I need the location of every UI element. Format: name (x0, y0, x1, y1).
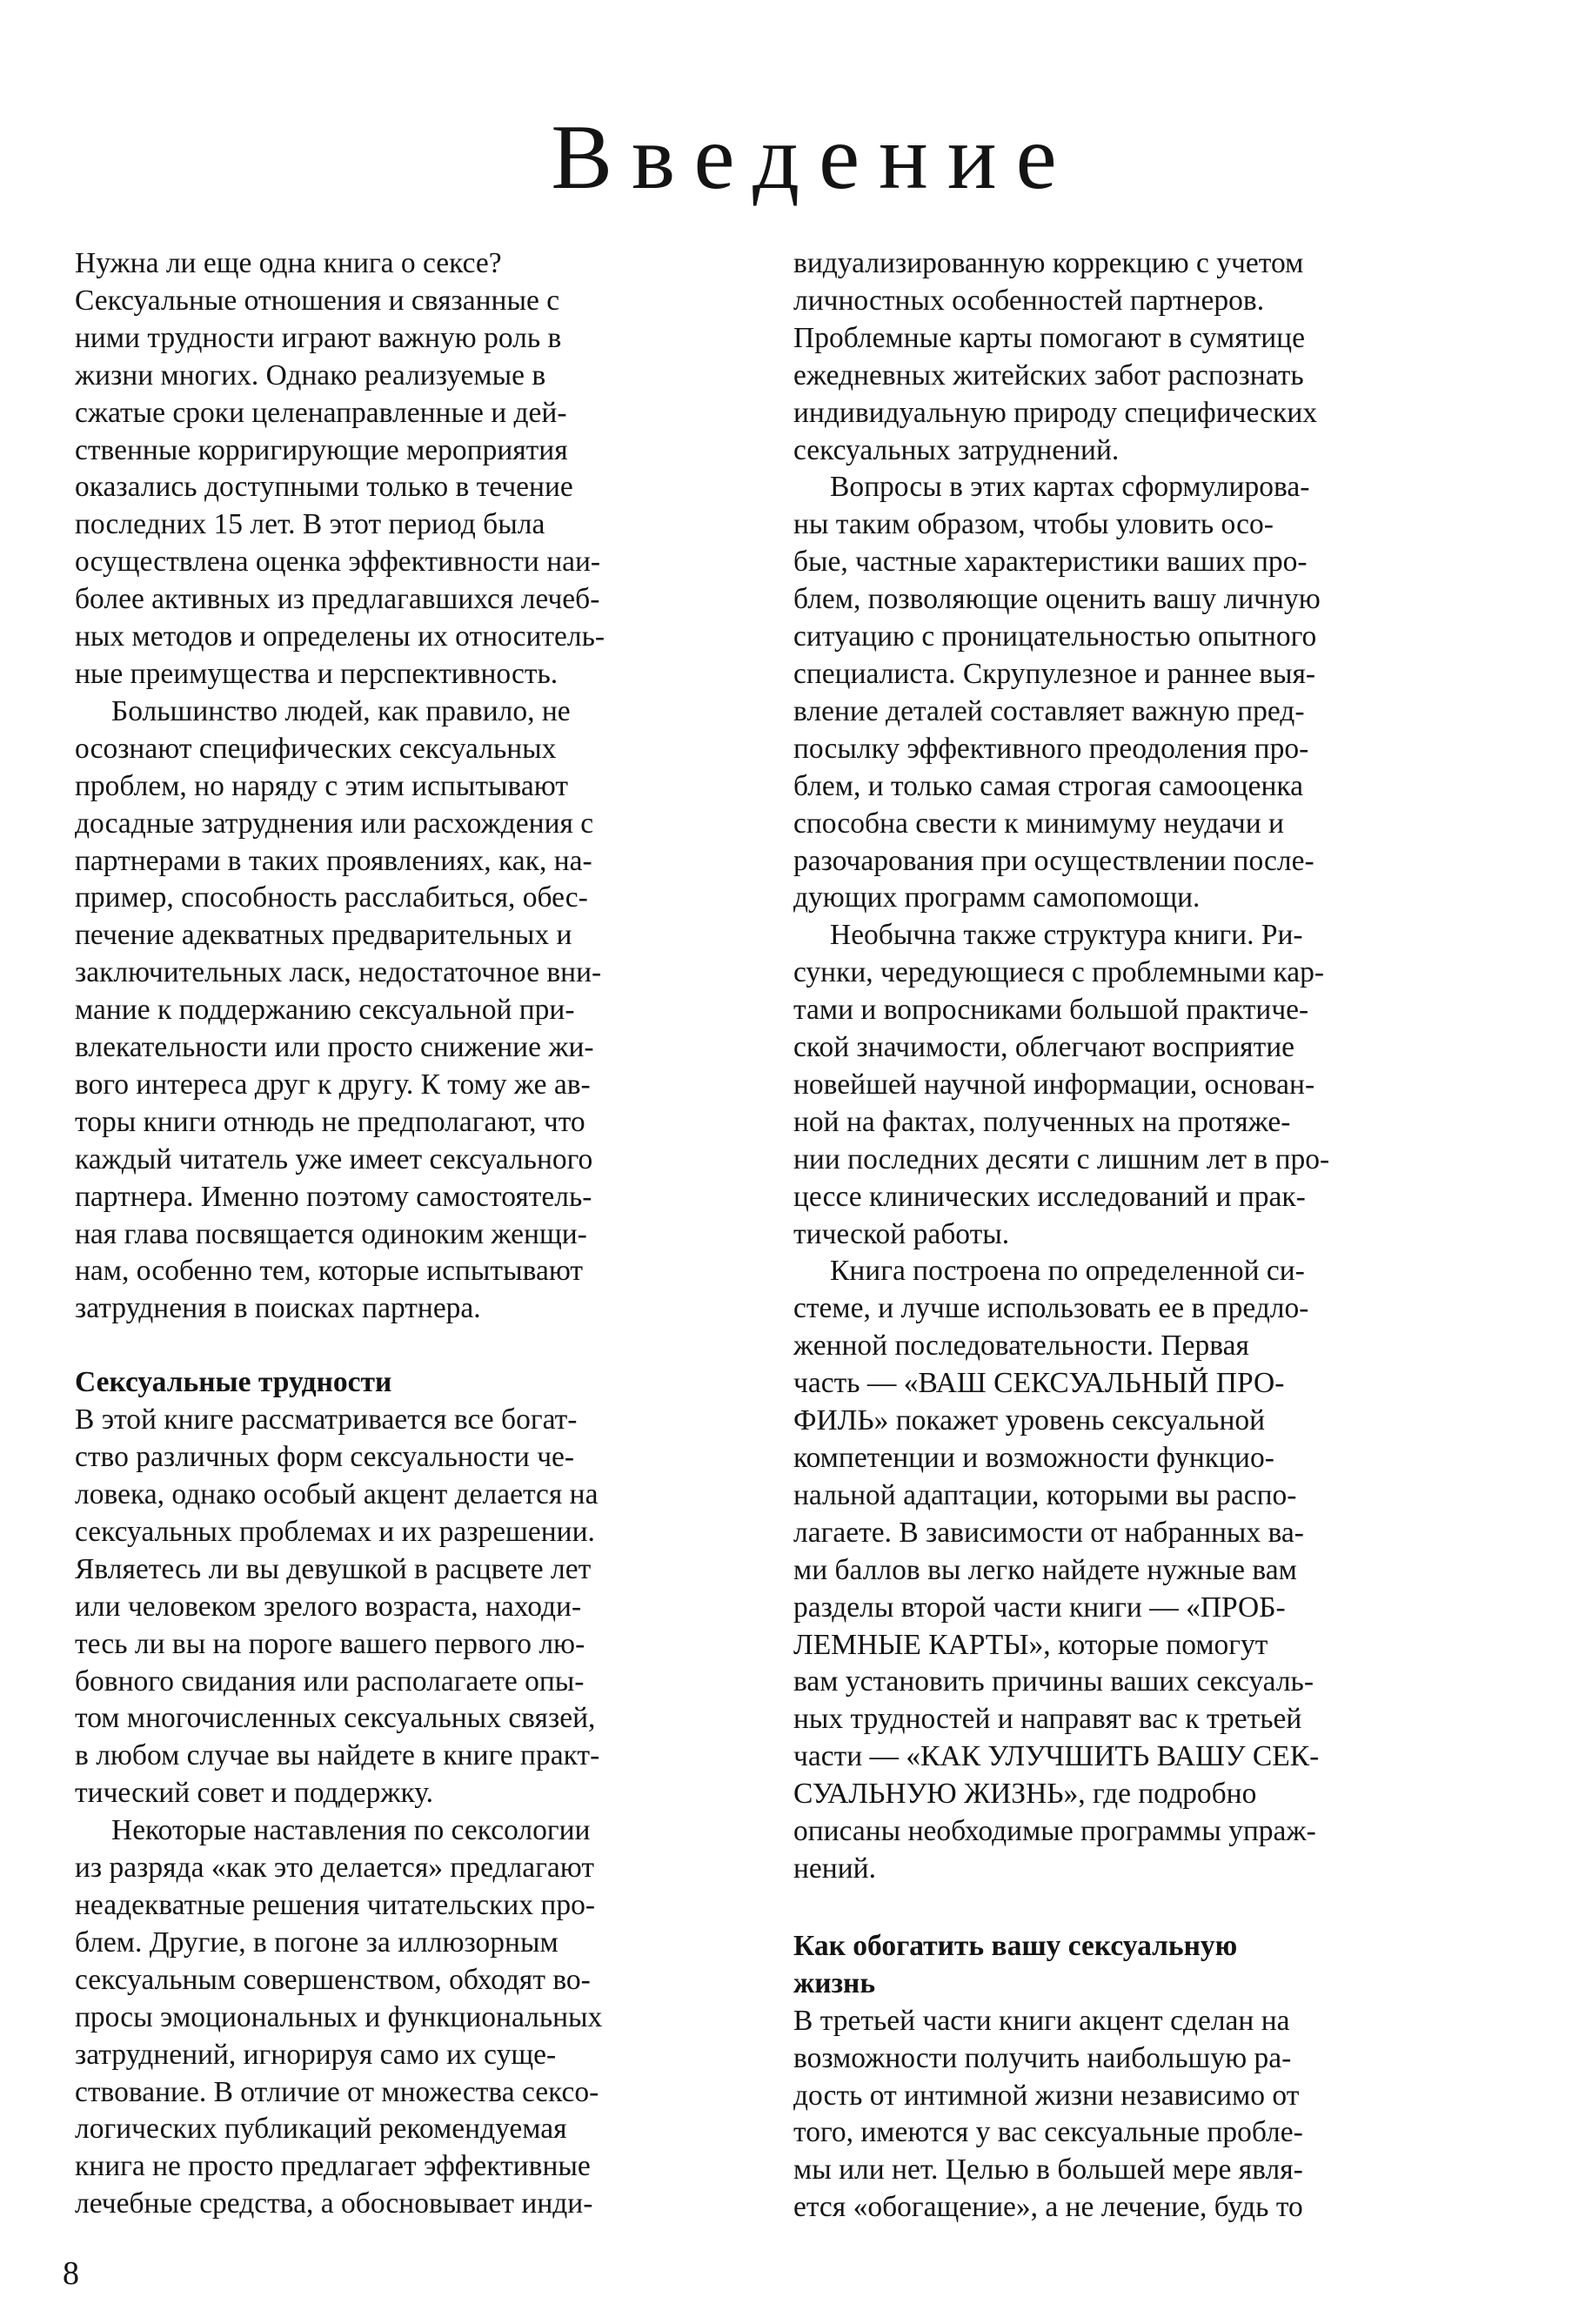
text-line: Необычна также структура книги. Ри- (830, 919, 1303, 952)
text-line: оказались доступными только в течение (75, 471, 573, 504)
text-line: дующих программ самопомощи. (793, 881, 1201, 914)
text-line: разделы второй части книги — «ПРОБ- (793, 1591, 1286, 1624)
paragraph (793, 1253, 1455, 1887)
text-line: цессе клинических исследований и прак- (793, 1180, 1306, 1213)
text-line: В третьей части книги акцент сделан на (793, 2004, 1290, 2037)
text-line: логических публикаций рекомендуемая (75, 2113, 567, 2146)
text-line: лагаете. В зависимости от набранных ва- (793, 1516, 1304, 1549)
text-line: ных методов и определены их относитель- (75, 620, 605, 653)
text-line: мание к поддержанию сексуальной при- (75, 994, 575, 1027)
text-line: Вопросы в этих картах сформулирова- (830, 471, 1310, 504)
text-line: или человеком зрелого возраста, находи- (75, 1590, 582, 1623)
text-line: нальной адаптации, которыми вы распо- (793, 1478, 1297, 1511)
paragraph (793, 2003, 1455, 2227)
text-line: ЛЕМНЫЕ КАРТЫ», которые помогут (793, 1628, 1268, 1661)
paragraph (793, 917, 1455, 1253)
text-line: затруднения в поисках партнера. (75, 1292, 481, 1325)
text-line: досадные затруднения или расхождения с (75, 807, 594, 840)
text-line: Большинство людей, как правило, не (111, 694, 571, 727)
text-line: разочарования при осуществлении после- (793, 844, 1314, 877)
text-line: вам установить причины ваших сексуаль- (793, 1665, 1314, 1698)
text-line: того, имеются у вас сексуальные пробле- (793, 2116, 1303, 2149)
text-line: ной на фактах, полученных на протяже- (793, 1105, 1291, 1138)
text-line: тами и вопросниками большой практиче- (793, 994, 1309, 1027)
text-line: возможности получить наибольшую ра- (793, 2041, 1292, 2074)
text-line: вление деталей составляет важную пред- (793, 694, 1305, 727)
text-line: нений. (793, 1852, 876, 1885)
text-line: ФИЛЬ» покажет уровень сексуальной (793, 1404, 1266, 1437)
text-line: личностных особенностей партнеров. (793, 284, 1265, 317)
text-line: ми баллов вы легко найдете нужные вам (793, 1553, 1297, 1586)
text-line: последних 15 лет. В этот период была (75, 508, 545, 541)
text-line: Проблемные карты помогают в сумятице (793, 321, 1305, 354)
heading-line: жизнь (793, 1966, 876, 1999)
text-line: тической работы. (793, 1217, 1010, 1250)
text-line: осознают специфических сексуальных (75, 732, 557, 765)
paragraph (75, 693, 736, 1328)
text-line: ситуацию с проницательностью опытного (793, 620, 1317, 653)
text-line: ство различных форм сексуальности че- (75, 1441, 575, 1474)
text-line: ежедневных житейских забот распознать (793, 358, 1304, 392)
text-line: видуализированную коррекцию с учетом (793, 247, 1304, 279)
text-line: блем. Другие, в погоне за иллюзорным (75, 1926, 559, 1959)
text-line: тесь ли вы на пороге вашего первого лю- (75, 1627, 585, 1660)
text-line: бовного свидания или располагаете опы- (75, 1664, 585, 1698)
text-line: Нужна ли еще одна книга о сексе? (75, 247, 502, 279)
text-line: вого интереса друг к другу. К тому же ав- (75, 1068, 591, 1101)
text-line: компетенции и возможности функцио- (793, 1442, 1274, 1474)
text-line: ны таким образом, чтобы уловить осо- (793, 508, 1274, 541)
text-line: том многочисленных сексуальных связей, (75, 1702, 596, 1735)
text-line: сексуальных проблемах и их разрешении. (75, 1515, 595, 1548)
text-line: партнерами в таких проявлениях, как, на- (75, 844, 592, 877)
text-line: нам, особенно тем, которые испытывают (75, 1255, 584, 1288)
text-line: ется «обогащение», а не лечение, будь то (793, 2191, 1303, 2224)
left-column (75, 245, 736, 2223)
text-line: описаны необходимые программы упраж- (793, 1815, 1316, 1848)
text-line: дость от интимной жизни независимо от (793, 2079, 1300, 2112)
text-line: более активных из предлагавшихся лечеб- (75, 583, 600, 616)
text-line: сексуальных затруднений. (793, 433, 1120, 466)
text-line: каждый читатель уже имеет сексуального (75, 1142, 593, 1175)
text-line: торы книги отнюдь не предполагают, что (75, 1105, 585, 1138)
text-line: блем, позволяющие оценить вашу личную (793, 583, 1321, 616)
text-line: ними трудности играют важную роль в (75, 321, 562, 354)
text-line: Некоторые наставления по сексологии (111, 1814, 591, 1847)
text-line: пример, способность расслабиться, обес- (75, 881, 588, 914)
text-line: лечебные средства, а обосновывает инди- (75, 2187, 593, 2220)
section-heading-enrich-sex-life (793, 1928, 1455, 2003)
text-line: в любом случае вы найдете в книге практ- (75, 1739, 600, 1772)
heading-line: Как обогатить вашу сексуальную (793, 1929, 1238, 1962)
text-line: сексуальным совершенством, обходят во- (75, 1963, 591, 1996)
text-line: специалиста. Скрупулезное и раннее выя- (793, 657, 1316, 690)
text-line: индивидуальную природу специфических (793, 396, 1318, 429)
text-line: сжатые сроки целенаправленные и дей- (75, 396, 567, 429)
section-heading-sexual-difficulties: Сексуальные трудности (75, 1366, 392, 1399)
paragraph (75, 1812, 736, 2223)
text-line: женной последовательности. Первая (793, 1329, 1249, 1363)
text-line: из разряда «как это делается» предлагают (75, 1852, 594, 1885)
text-line: ловека, однако особый акцент делается на (75, 1478, 599, 1510)
right-column (793, 245, 1455, 2227)
text-line: Сексуальные отношения и связанные с (75, 284, 560, 317)
paragraph (793, 245, 1455, 469)
paragraph (75, 1402, 736, 1812)
paragraph (793, 469, 1455, 917)
text-line: посылку эффективного преодоления про- (793, 732, 1309, 765)
text-line: неадекватные решения читательских про- (75, 1888, 595, 1921)
text-line: осуществлена оценка эффективности наи- (75, 546, 601, 579)
text-line: жизни многих. Однако реализуемые в (75, 358, 546, 392)
text-line: партнера. Именно поэтому самостоятель- (75, 1180, 592, 1213)
text-line: блем, и только самая строгая самооценка (793, 769, 1304, 802)
text-line: тический совет и поддержку. (75, 1777, 434, 1810)
page-number: 8 (63, 2255, 79, 2292)
text-line: Книга построена по определенной си- (830, 1255, 1305, 1288)
text-line: заключительных ласк, недостаточное вни- (75, 956, 602, 989)
text-line: новейшей научной информации, основан- (793, 1068, 1315, 1101)
text-line: просы эмоциональных и функциональных (75, 2000, 603, 2033)
page-title: Введение (551, 106, 1076, 208)
text-line: ственные корригирующие мероприятия (75, 433, 568, 466)
text-line: книга не просто предлагает эффективные (75, 2150, 591, 2183)
text-line: сунки, чередующиеся с проблемными кар- (793, 956, 1325, 989)
text-line: части — «КАК УЛУЧШИТЬ ВАШУ СЕК- (793, 1740, 1320, 1773)
text-line: ная глава посвящается одиноким женщи- (75, 1217, 587, 1250)
text-line: ных трудностей и направят вас к третьей (793, 1703, 1302, 1736)
text-line: нии последних десяти с лишним лет в про- (793, 1142, 1330, 1175)
text-line: ской значимости, облегчают восприятие (793, 1031, 1295, 1064)
text-line: ствование. В отличие от множества сексо- (75, 2075, 599, 2108)
text-line: затруднений, игнорируя само их суще- (75, 2038, 557, 2071)
text-line: В этой книге рассматривается все богат- (75, 1403, 578, 1437)
text-line: ные преимущества и перспективность. (75, 657, 559, 690)
text-line: влекательности или просто снижение жи- (75, 1031, 594, 1064)
text-line: мы или нет. Целью в большей мере явля- (793, 2153, 1303, 2187)
text-line: Являетесь ли вы девушкой в расцвете лет (75, 1552, 592, 1585)
text-line: проблем, но наряду с этим испытывают (75, 769, 568, 802)
text-line: СУАЛЬНУЮ ЖИЗНЬ», где подробно (793, 1778, 1257, 1811)
text-line: печение адекватных предварительных и (75, 919, 572, 952)
intro-paragraph (75, 245, 736, 693)
text-line: бые, частные характеристики ваших про- (793, 546, 1308, 579)
text-line: стеме, и лучше использовать ее в предло- (793, 1292, 1309, 1325)
text-line: способна свести к минимуму неудачи и (793, 807, 1284, 840)
text-line: часть — «ВАШ СЕКСУАЛЬНЫЙ ПРО- (793, 1367, 1285, 1400)
